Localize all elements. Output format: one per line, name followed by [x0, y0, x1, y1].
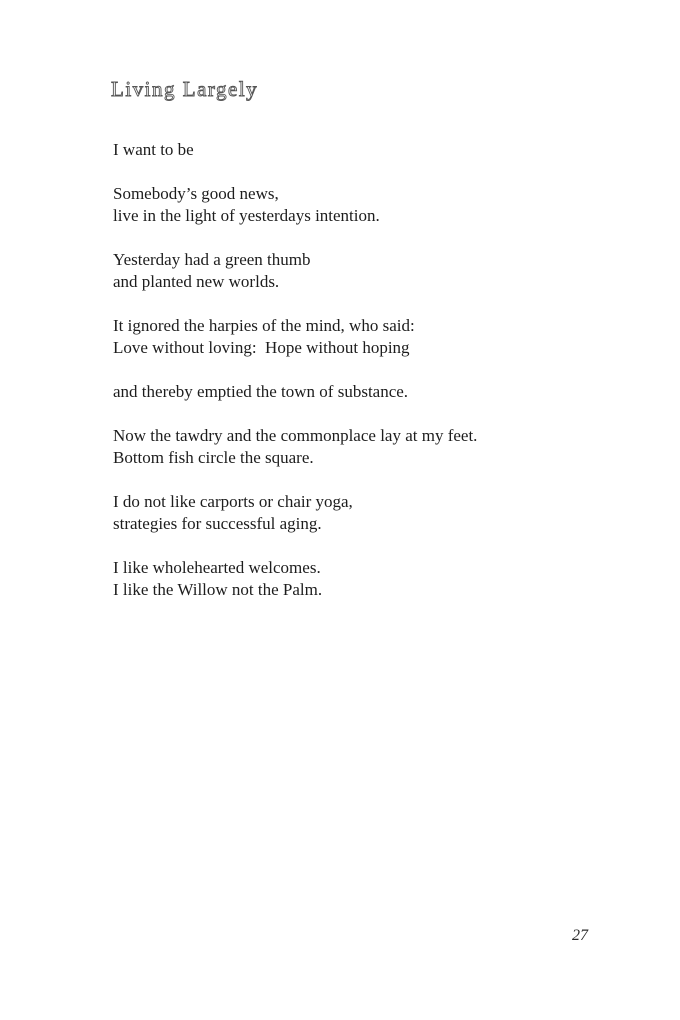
poem-title: Living Largely — [111, 77, 259, 102]
stanza — [113, 381, 593, 403]
stanza — [113, 557, 593, 601]
poem-line: and planted new worlds. — [113, 272, 280, 291]
stanza — [113, 491, 593, 535]
poem-line: Now the tawdry and the commonplace lay at my feet. — [113, 426, 478, 445]
stanza — [113, 315, 593, 359]
poem-line: strategies for successful aging. — [113, 514, 322, 533]
stanza — [113, 139, 593, 161]
poem-line: I do not like carports or chair yoga, — [113, 492, 353, 511]
poem-line: Love without loving: Hope without hoping — [113, 338, 410, 357]
poem-line: I like the Willow not the Palm. — [113, 580, 323, 599]
poem-line: It ignored the harpies of the mind, who said: — [113, 316, 415, 335]
page-number: 27 — [572, 927, 588, 944]
stanza — [113, 183, 593, 227]
poem-line: I want to be — [113, 140, 194, 159]
poem-line: I like wholehearted welcomes. — [113, 558, 321, 577]
poem-line: Somebody’s good news, — [113, 184, 279, 203]
poem-line: Bottom fish circle the square. — [113, 448, 314, 467]
poem-line: live in the light of yesterdays intention. — [113, 206, 380, 225]
poem-line: Yesterday had a green thumb — [113, 250, 311, 269]
stanza — [113, 425, 593, 469]
poem-body — [113, 139, 593, 623]
poem-line: and thereby emptied the town of substance. — [113, 382, 409, 401]
stanza — [113, 249, 593, 293]
